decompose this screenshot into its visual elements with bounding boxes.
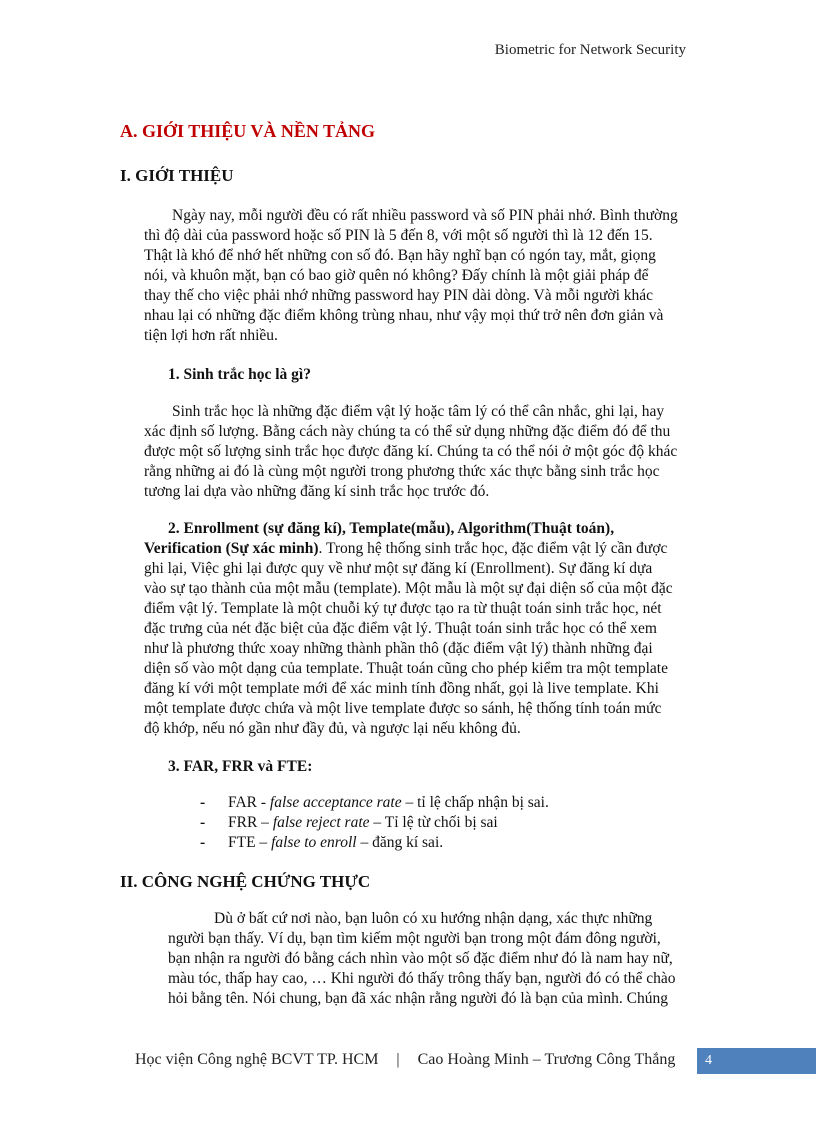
biometric-definition-paragraph xyxy=(144,402,699,502)
list-item xyxy=(200,833,549,853)
metrics-list xyxy=(200,793,549,853)
text-line: một template được chứa và một live template được so sánh, hệ thống tính toán mức xyxy=(144,700,662,717)
subsection-3-title: 3. FAR, FRR và FTE: xyxy=(168,758,313,775)
text-line: vào sự tạo thành của một mẫu (template). Một mẫu là một sự đại diện số của một đặc xyxy=(144,580,673,597)
text-line: người bạn thấy. Ví dụ, bạn tìm kiếm một người bạn trong một đám đông người, xyxy=(168,930,661,947)
subsection-1-title: 1. Sinh trắc học là gì? xyxy=(168,366,311,383)
text-line: tiện lợi hơn rất nhiều. xyxy=(144,327,278,344)
term: FAR - xyxy=(228,794,270,811)
page-number: 4 xyxy=(705,1053,712,1068)
subsection-2-title: 2. Enrollment (sự đăng kí), Template(mẫu), Algorithm(Thuật toán), xyxy=(168,520,615,537)
text-line: độ khớp, nếu nó gần như đầy đủ, và ngược lại nếu không đủ. xyxy=(144,720,521,737)
text-line: điểm vật lý. Template là một chuỗi ký tự được tạo ra từ thuật toán sinh trắc học, nét xyxy=(144,600,662,617)
text-line: nhau lại có những đặc điểm không trùng nhau, như vậy mọi thứ trở nên đơn giản và xyxy=(144,307,664,324)
text-line: Sinh trắc học là những đặc điểm vật lý hoặc tâm lý có thể cân nhắc, ghi lại, hay xyxy=(172,403,665,420)
text-line: thì độ dài của password hoặc số PIN là 5 đến 8, với một số người thì là 12 đến 15. xyxy=(144,227,653,244)
intro-paragraph xyxy=(144,206,699,346)
text-line: đăng kí với một template mới để xác minh tính đồng nhất, gọi là live template. Khi xyxy=(144,680,659,697)
term-expansion: false acceptance rate xyxy=(269,794,402,811)
text-line: đặc trưng của nét đặc biệt của đặc điểm vật lý. Thuật toán sinh trắc học có thể xem xyxy=(144,620,657,637)
page-number-box xyxy=(697,1048,816,1074)
text-line: rằng những ai đó là cùng một người trong phương thức xác thực bằng sinh trắc học xyxy=(144,463,660,480)
section-i-title: I. GIỚI THIỆU xyxy=(120,166,234,185)
term-expansion: false to enroll xyxy=(271,834,357,851)
list-item xyxy=(200,793,549,813)
text-line: bạn nhận ra người đó bằng cách nhìn vào một số đặc điểm như đó là nam hay nữ, xyxy=(168,950,673,967)
text-line: ghi lại, Việc ghi lại được quy về như một sự đăng kí (Enrollment). Sự đăng kí dựa xyxy=(144,560,653,577)
footer-institute: Học viện Công nghệ BCVT TP. HCM xyxy=(135,1051,379,1068)
text-line: xác định số lượng. Bằng cách này chúng ta có thể sử dụng những đặc điểm đó để thu xyxy=(144,423,671,440)
enrollment-paragraph xyxy=(144,519,699,739)
bullet-dash: - xyxy=(200,794,206,811)
text-line: hỏi bằng tên. Nói chung, bạn đã xác nhận rằng người đó là bạn của mình. Chúng xyxy=(168,990,668,1007)
term-expansion: false reject rate xyxy=(272,814,370,831)
list-item xyxy=(200,813,549,833)
text-line: . Trong hệ thống sinh trắc học, đặc điểm vật lý cần được xyxy=(318,540,668,557)
authentication-paragraph xyxy=(168,909,696,1009)
text-line: được một số lượng sinh trắc học được đăng kí. Chúng ta có thể nói ở một góc độ khác xyxy=(144,443,678,460)
text-line: tương lai dựa vào những đăng kí sinh trắc học trước đó. xyxy=(144,483,490,500)
text-line: màu tóc, thấp hay cao, … Khi người đó thấy trông thấy bạn, người đó có thể chào xyxy=(168,970,676,987)
subsection-2-title-cont: Verification (Sự xác minh) xyxy=(144,540,319,557)
text-line: thay thế cho việc phải nhớ những password hay PIN dài dòng. Và mỗi người khác xyxy=(144,287,654,304)
term-description: – Tỉ lệ từ chối bị sai xyxy=(369,814,498,831)
footer-separator: | xyxy=(396,1051,400,1068)
term: FRR – xyxy=(228,814,273,831)
text-line: Thật là khó để nhớ hết những con số đó. Bạn hãy nghĩ bạn có ngón tay, mắt, giọng xyxy=(144,247,656,264)
text-line: nói, và khuôn mặt, bạn có bao giờ quên nó không? Đấy chính là một giải pháp để xyxy=(144,267,649,284)
term-description: – đăng kí sai. xyxy=(356,834,444,851)
text-line: Dù ở bất cứ nơi nào, bạn luôn có xu hướng nhận dạng, xác thực những xyxy=(214,910,653,927)
section-a-title: A. GIỚI THIỆU VÀ NỀN TẢNG xyxy=(120,121,376,141)
footer-authors: Cao Hoàng Minh – Trương Công Thắng xyxy=(417,1051,676,1068)
page-footer xyxy=(135,1051,675,1069)
bullet-dash: - xyxy=(200,814,206,831)
term-description: – tỉ lệ chấp nhận bị sai. xyxy=(401,794,549,811)
text-line: như là phương thức xoay những thành phần thô (đặc điểm vật lý) thành những đại xyxy=(144,640,653,657)
text-line: Ngày nay, mỗi người đều có rất nhiều password và số PIN phải nhớ. Bình thường xyxy=(172,207,678,224)
section-ii-title: II. CÔNG NGHỆ CHỨNG THỰC xyxy=(120,872,371,891)
page-header: Biometric for Network Security xyxy=(494,42,686,58)
bullet-dash: - xyxy=(200,834,206,851)
text-line: diện số vào một dạng của template. Thuật toán cũng cho phép kiểm tra một template xyxy=(144,660,668,677)
term: FTE – xyxy=(228,834,272,851)
